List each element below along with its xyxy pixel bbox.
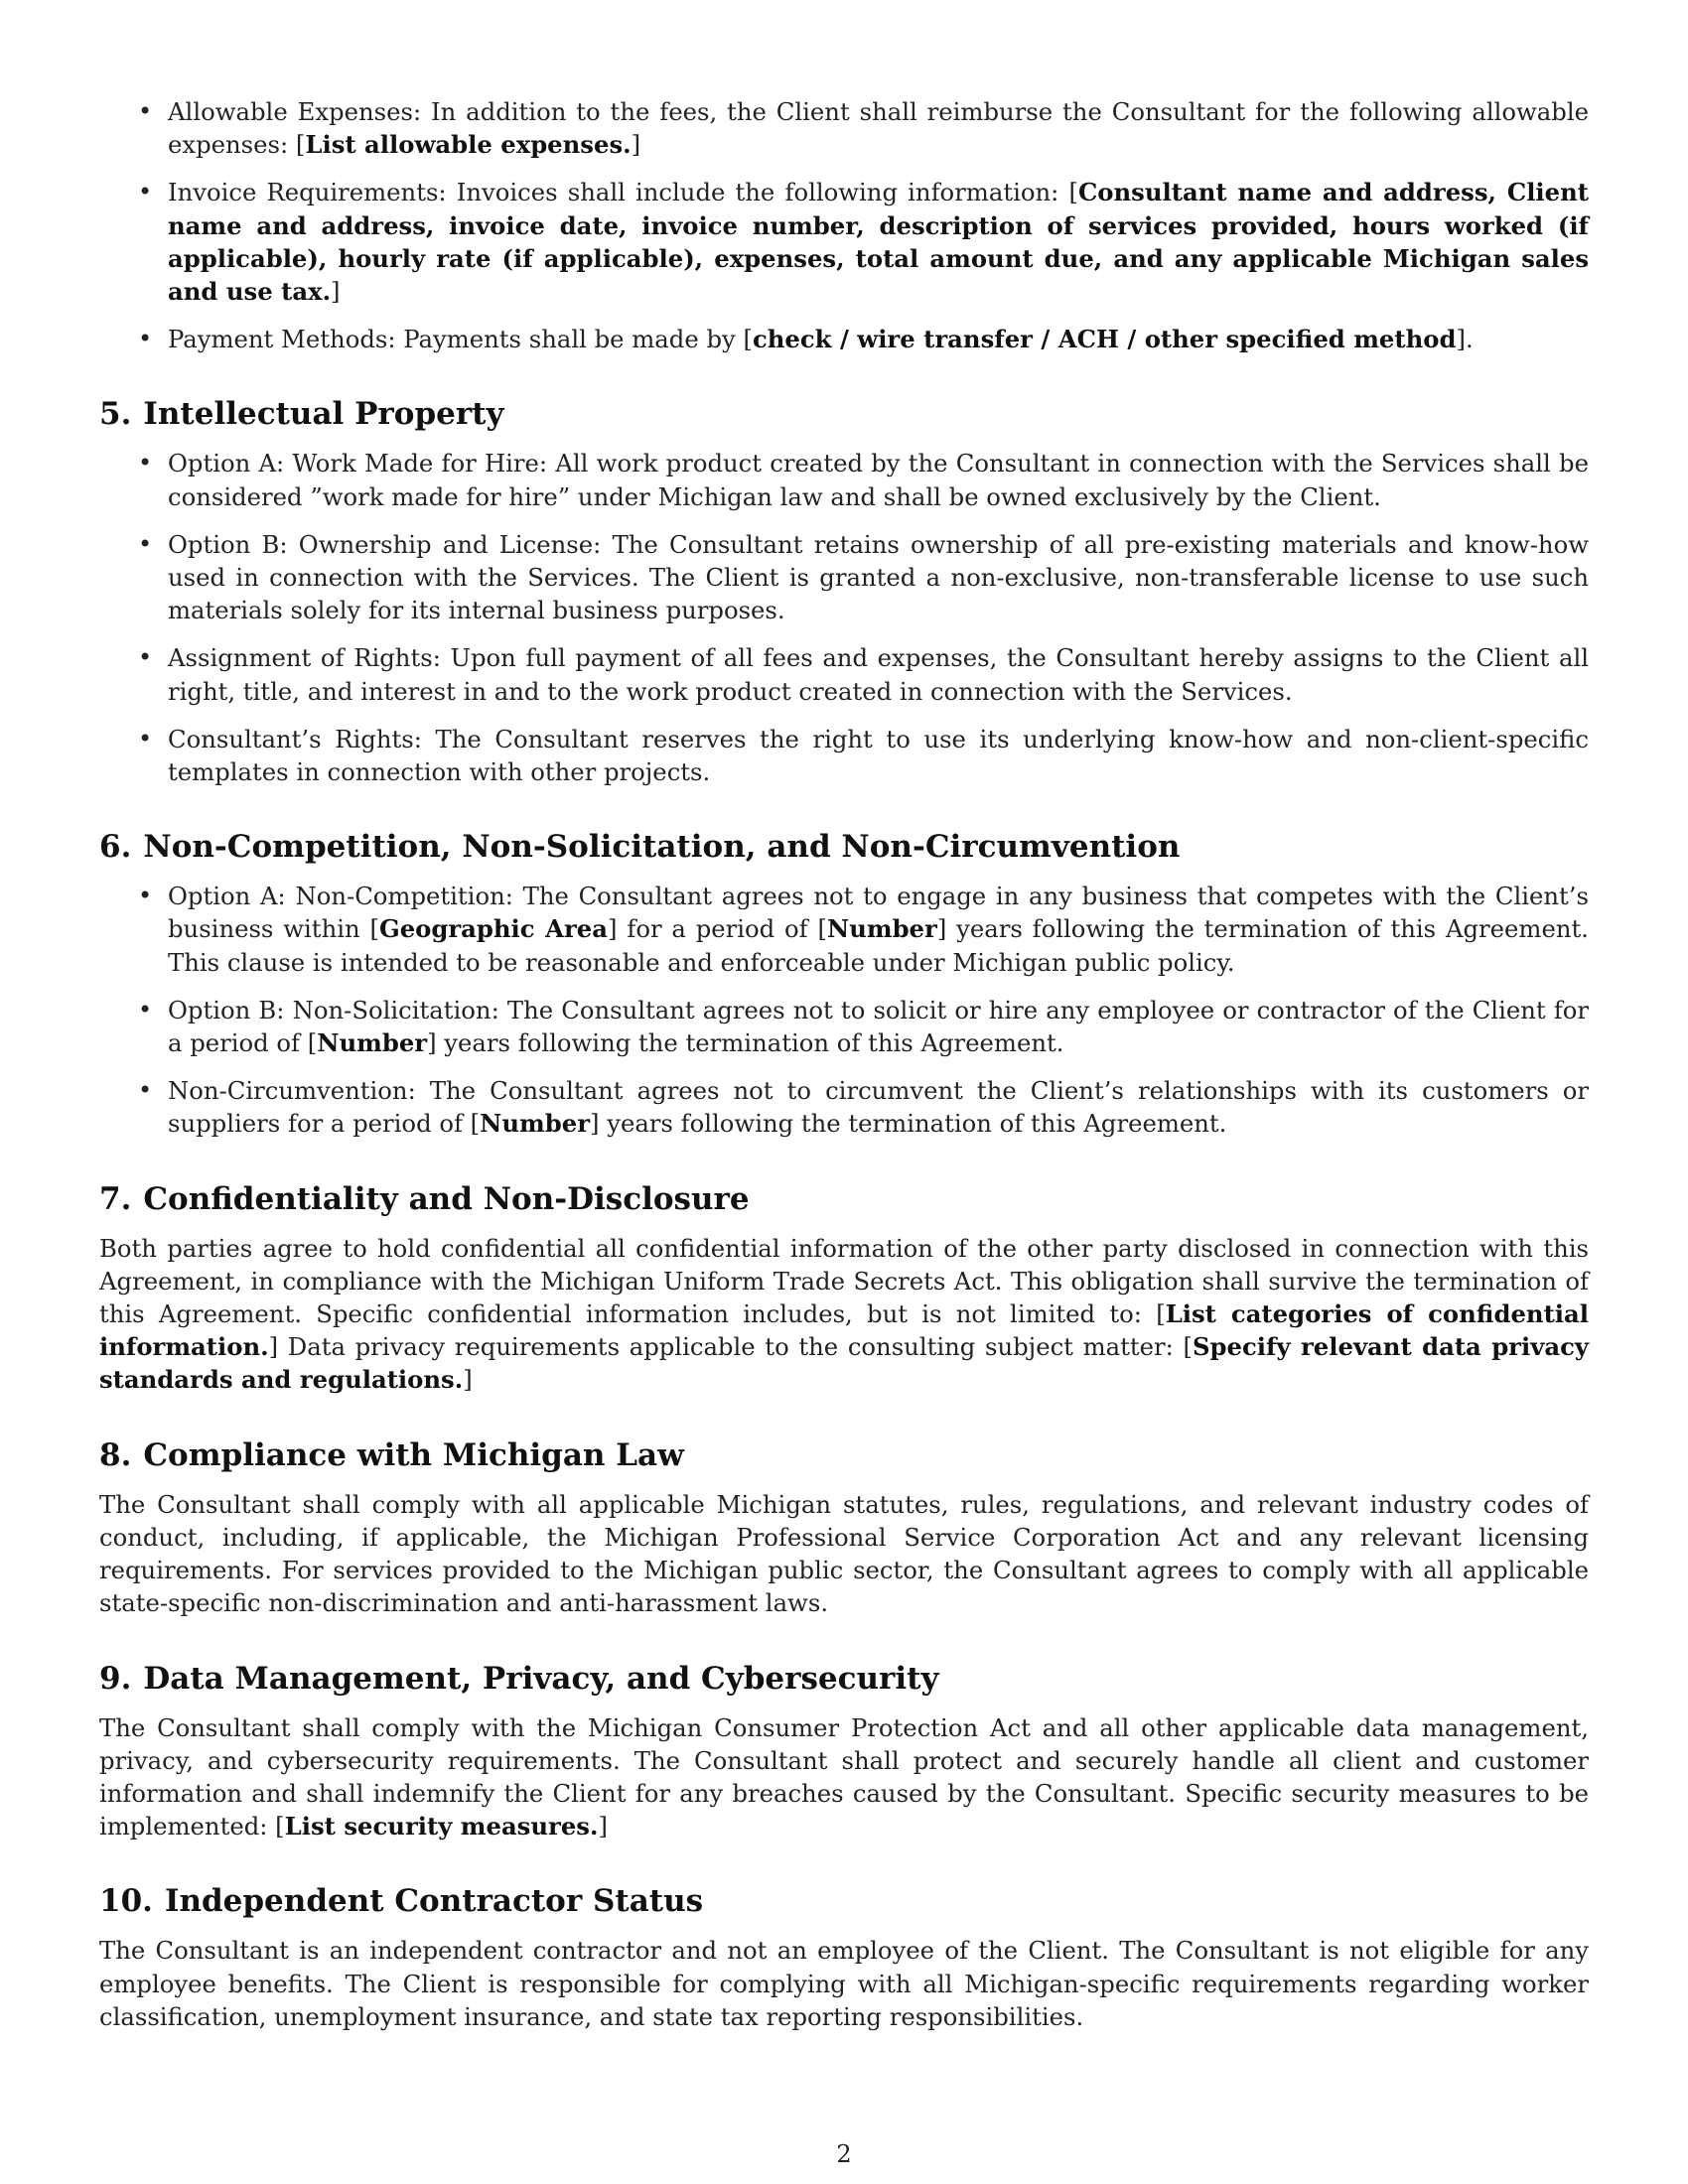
list-item-invoice-requirements: • Invoice Requirements: Invoices shall include the following information: [Consultant name and address, Client name and address, invoice date, invoice number, description of services provided, hours worked (if applicable), hourly rate (if applicable), expenses, total amount due, and any applicable Michigan sales and use tax.] <box>99 176 1589 308</box>
section-body-independent-contractor: The Consultant is an independent contractor and not an employee of the Client. The Consultant is not eligible for any employee benefits. The Client is responsible for complying with all Michigan-specific requirements regarding worker classification, unemployment insurance, and state tax reporting responsibilities. <box>99 1936 1589 2031</box>
section-body-data-management: The Consultant shall comply with the Michigan Consumer Protection Act and all other applicable data management, privacy, and cybersecurity requirements. The Consultant shall protect and securely handle all client and customer information and shall indemnify the Client for any breaches caused by the Consultant. Specific security measures to be implemented: [List security measures.] <box>99 1712 1589 1842</box>
section-heading-intellectual-property: 5. Intellectual Property <box>99 396 504 433</box>
list-item: • Consultant’s Rights: The Consultant reserves the right to use its underlying know-how and non-client-specific templates in connection with other projects. <box>99 723 1589 788</box>
list-item-non-solicitation: • Option B: Non-Solicitation: The Consultant agrees not to solicit or hire any employee or contractor of the Client for a period of [Number] years following the termination of this Agreement. <box>99 994 1589 1059</box>
section-heading-data-management: 9. Data Management, Privacy, and Cybersecurity <box>99 1660 939 1697</box>
section-heading-compliance: 8. Compliance with Michigan Law <box>99 1436 684 1473</box>
list-item: • Option A: Work Made for Hire: All work product created by the Consultant in connection with the Services shall be considered ”work made for hire” under Michigan law and shall be owned exclusively by the Client. <box>99 447 1589 512</box>
section-heading-non-competition: 6. Non-Competition, Non-Solicitation, and Non-Circumvention <box>99 829 1181 866</box>
document-page <box>99 95 1589 2033</box>
list-item: • Assignment of Rights: Upon full payment of all fees and expenses, the Consultant hereby assigns to the Client all right, title, and interest in and to the work product created in connection with the Services. <box>99 641 1589 707</box>
list-item-payment-methods: • Payment Methods: Payments shall be made by [check / wire transfer / ACH / other specified method]. <box>99 323 1589 355</box>
payment-terms-list <box>99 95 1589 355</box>
list-item: • Option B: Ownership and License: The Consultant retains ownership of all pre-existing materials and know-how used in connection with the Services. The Client is granted a non-exclusive, non-transferable license to use such materials solely for its internal business purposes. <box>99 528 1589 627</box>
section-body-compliance: The Consultant shall comply with all applicable Michigan statutes, rules, regulations, and relevant industry codes of conduct, including, if applicable, the Michigan Professional Service Corporation Act and any relevant licensing requirements. For services provided to the Michigan public sector, the Consultant agrees to comply with all applicable state-specific non-discrimination and anti-harassment laws. <box>99 1489 1589 1618</box>
list-item-non-circumvention: • Non-Circumvention: The Consultant agrees not to circumvent the Client’s relationships with its customers or suppliers for a period of [Number] years following the termination of this Agreement. <box>99 1074 1589 1140</box>
list-item-allowable-expenses: • Allowable Expenses: In addition to the fees, the Client shall reimburse the Consultant for the following allowable expenses: [List allowable expenses.] <box>99 95 1589 161</box>
intellectual-property-list <box>99 447 1589 788</box>
list-item-non-competition: • Option A: Non-Competition: The Consultant agrees not to engage in any business that competes with the Client’s business within [Geographic Area] for a period of [Number] years following the termination of this Agreement. This clause is intended to be reasonable and enforceable under Michigan public policy. <box>99 880 1589 979</box>
page-number: 2 <box>836 2140 852 2168</box>
section-heading-confidentiality: 7. Confidentiality and Non-Disclosure <box>99 1180 750 1217</box>
section-body-confidentiality: Both parties agree to hold confidential all confidential information of the other party disclosed in connection with this Agreement, in compliance with the Michigan Uniform Trade Secrets Act. This obligation shall survive the termination of this Agreement. Specific confidential information includes, but is not limited to: [List categories of confidential information.] Data privacy requirements applicable to the consulting subject matter: [Specify relevant data privacy standards and regulations.] <box>99 1233 1589 1395</box>
non-competition-list <box>99 880 1589 1140</box>
section-heading-independent-contractor: 10. Independent Contractor Status <box>99 1883 704 1920</box>
